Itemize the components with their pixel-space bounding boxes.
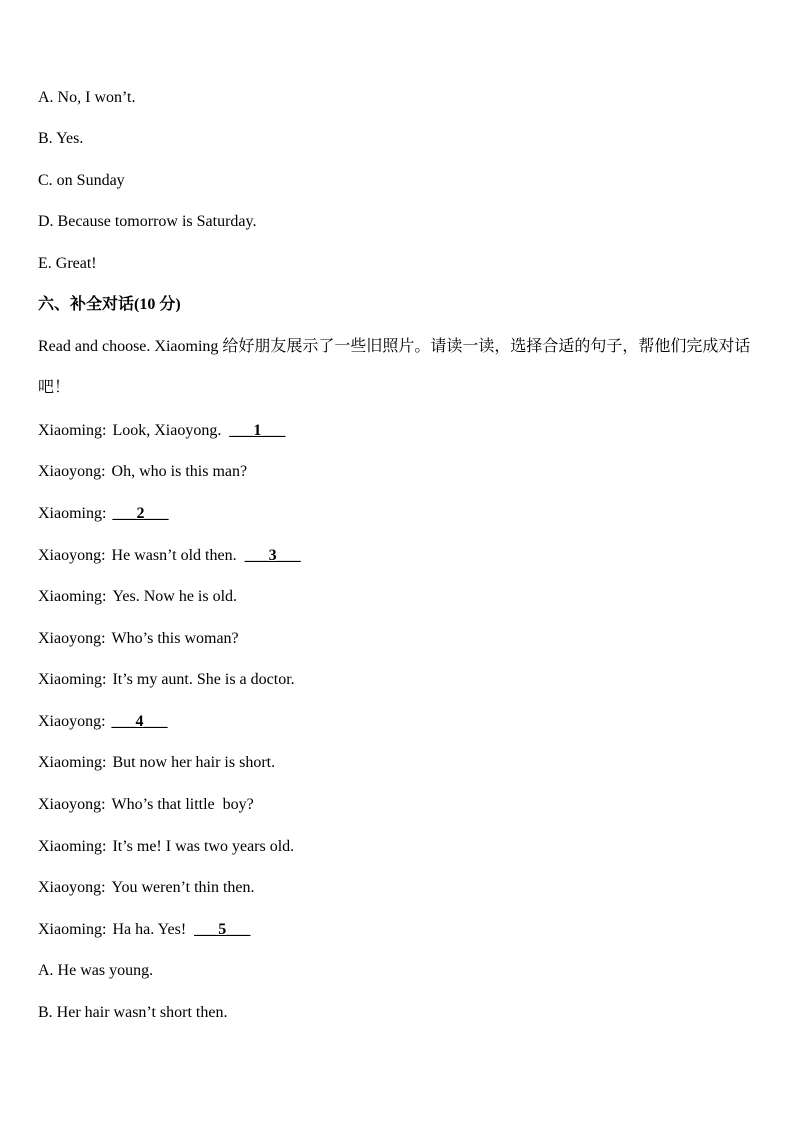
dialogue-line-7	[38, 670, 295, 690]
answer-blank-4[interactable]: ___4___	[111, 713, 168, 730]
option-b-bottom: B. Her hair wasn’t short then.	[38, 1004, 228, 1021]
dialogue-line-5	[38, 587, 237, 607]
speaker-label: Xiaoyong:	[38, 547, 106, 564]
option-e-top: E. Great!	[38, 255, 97, 272]
section-instruction: Read and choose. Xiaoming 给好朋友展示了一些旧照片。请读一读，选择合适的句子，帮他们完成对话吧！	[38, 338, 751, 396]
speaker-label: Xiaoming:	[38, 838, 107, 855]
dialogue-line-9	[38, 753, 275, 773]
answer-blank-5[interactable]: ___5___	[194, 921, 251, 938]
speaker-label: Xiaoyong:	[38, 879, 106, 896]
option-a-bottom: A. He was young.	[38, 962, 154, 979]
dialogue-line-6	[38, 629, 239, 649]
dialogue-text: Who’s this woman?	[111, 630, 239, 647]
speaker-label: Xiaoming:	[38, 422, 107, 439]
speaker-label: Xiaoming:	[38, 588, 107, 605]
answer-blank-2[interactable]: ___2___	[112, 505, 169, 522]
speaker-label: Xiaoyong:	[38, 463, 106, 480]
dialogue-line-4	[38, 546, 301, 566]
speaker-label: Xiaoyong:	[38, 630, 106, 647]
option-c-top: C. on Sunday	[38, 172, 125, 189]
option-b-top: B. Yes.	[38, 130, 84, 147]
answer-blank-1[interactable]: ___1___	[229, 422, 286, 439]
dialogue-text: Oh, who is this man?	[111, 463, 248, 480]
speaker-label: Xiaoyong:	[38, 713, 106, 730]
speaker-label: Xiaoyong:	[38, 796, 106, 813]
dialogue-text: But now her hair is short.	[112, 754, 276, 771]
answer-blank-3[interactable]: ___3___	[244, 547, 301, 564]
dialogue-line-10	[38, 795, 254, 815]
section-heading: 六、补全对话(10 分)	[38, 296, 181, 313]
dialogue-text: You weren’t thin then.	[111, 879, 255, 896]
dialogue-text: He wasn’t old then.	[111, 547, 237, 564]
dialogue-text: It’s my aunt. She is a doctor.	[112, 671, 295, 688]
dialogue-line-8	[38, 712, 168, 732]
option-a-top: A. No, I won’t.	[38, 89, 136, 106]
dialogue-text: It’s me! I was two years old.	[112, 838, 295, 855]
dialogue-line-2	[38, 462, 247, 482]
dialogue-text: Look, Xiaoyong.	[112, 422, 222, 439]
dialogue-line-12	[38, 878, 255, 898]
dialogue-line-11	[38, 837, 294, 857]
dialogue-line-1	[38, 421, 285, 441]
speaker-label: Xiaoming:	[38, 754, 107, 771]
dialogue-text: Ha ha. Yes!	[112, 921, 187, 938]
option-d-top: D. Because tomorrow is Saturday.	[38, 213, 257, 230]
speaker-label: Xiaoming:	[38, 505, 107, 522]
dialogue-text: Who’s that little boy?	[111, 796, 254, 813]
dialogue-line-13	[38, 920, 250, 940]
dialogue-text: Yes. Now he is old.	[112, 588, 238, 605]
dialogue-line-3	[38, 504, 168, 524]
speaker-label: Xiaoming:	[38, 671, 107, 688]
speaker-label: Xiaoming:	[38, 921, 107, 938]
